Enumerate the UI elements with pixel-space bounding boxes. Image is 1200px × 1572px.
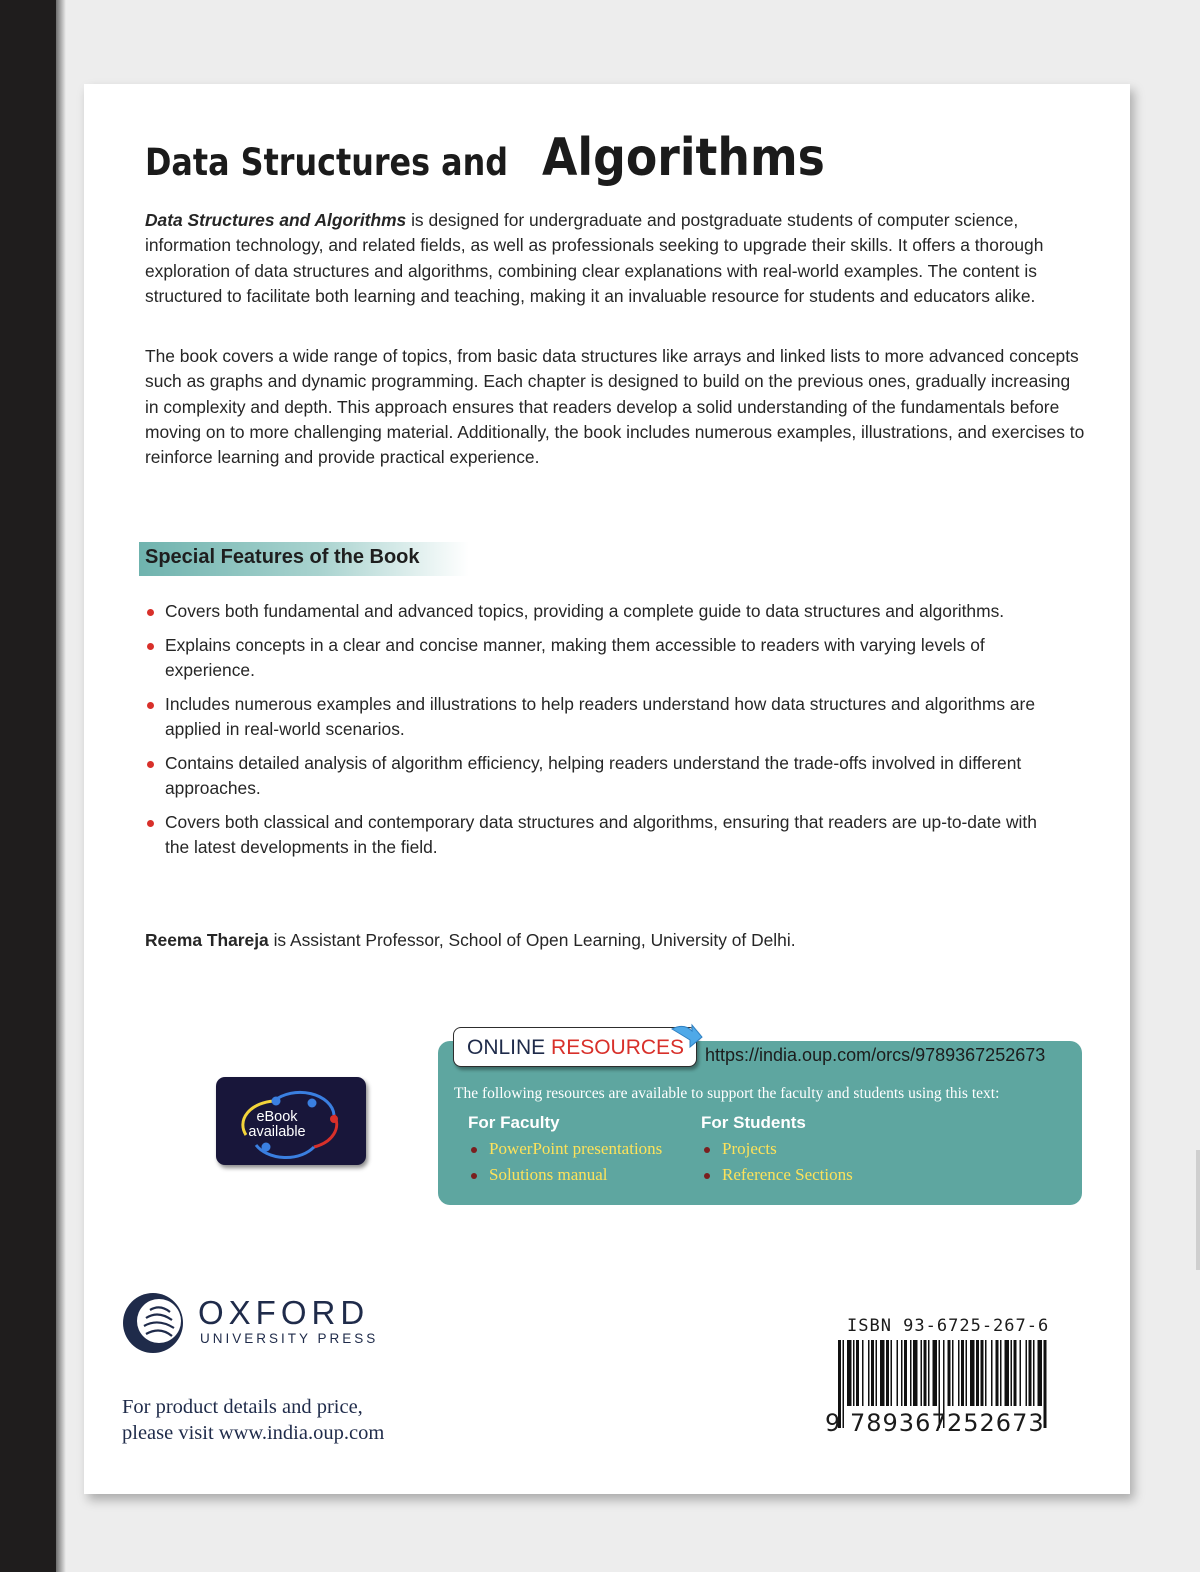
isbn-label: ISBN 93-6725-267-6: [847, 1316, 1050, 1336]
book-title: [145, 128, 864, 188]
product-details: [122, 1394, 384, 1446]
page-edge: [1196, 1150, 1200, 1270]
feature-item: Covers both classical and contemporary data structures and algorithms, ensuring that readers are up-to-date with the latest developments in the field.: [145, 810, 1045, 860]
faculty-resources: [468, 1113, 662, 1191]
barcode-first-digit: 9: [825, 1409, 841, 1437]
resources-intro: The following resources are available to support the faculty and students using this text:: [454, 1085, 1000, 1102]
product-line-2: please visit www.india.oup.com: [122, 1422, 385, 1444]
product-line-1: For product details and price,: [122, 1396, 363, 1418]
resources-url[interactable]: https://india.oup.com/orcs/9789367252673: [705, 1045, 1046, 1065]
ebook-label-2: available: [248, 1124, 306, 1140]
online-resources-label: ONLINE RESOURCES: [467, 1036, 685, 1059]
bullet-icon: [471, 1173, 477, 1179]
feature-item: Contains detailed analysis of algorithm efficiency, helping readers understand the trade-offs involved in different approaches.: [145, 751, 1045, 801]
feature-item: Explains concepts in a clear and concise manner, making them accessible to readers with varying levels of experience.: [145, 633, 1045, 683]
description-paragraph-2: The book covers a wide range of topics, from basic data structures like arrays and linked lists to more advanced concepts such as graphs and dynamic programming. Each chapter is designed to build on the previous ones, gradually increasing in complexity and depth. This approach ensures that readers develop a solid understanding of the fundamentals before moving on to more challenging material. Additionally, the book includes numerous examples, illustrations, and exercises to reinforce learning and provide practical experience.: [145, 346, 1085, 468]
bullet-icon: [147, 702, 154, 709]
faculty-item: PowerPoint presentations: [468, 1139, 662, 1159]
bullet-icon: [704, 1173, 710, 1179]
publisher-name: OXFORD: [198, 1294, 370, 1331]
oxford-logo-icon: [120, 1290, 186, 1356]
book-spine: [0, 0, 56, 1572]
description-emphasis: Data Structures and Algorithms: [145, 210, 407, 230]
student-item: Reference Sections: [701, 1165, 853, 1185]
student-item: Projects: [701, 1139, 853, 1159]
spine-shadow: [56, 0, 66, 1572]
ebook-label-1: eBook: [256, 1109, 298, 1125]
publisher-subtitle: UNIVERSITY PRESS: [200, 1331, 379, 1346]
title-part-1: Data Structures and: [145, 141, 509, 184]
bullet-icon: [147, 643, 154, 650]
online-resources-tab: [453, 1027, 697, 1067]
bullet-icon: [147, 820, 154, 827]
bullet-icon: [471, 1147, 477, 1153]
feature-item: Covers both fundamental and advanced topics, providing a complete guide to data structures and algorithms.: [145, 599, 1045, 624]
faculty-heading: For Faculty: [468, 1113, 560, 1132]
author-bio: [145, 930, 796, 951]
student-resources: [701, 1113, 853, 1191]
features-list: [145, 599, 1045, 869]
arrow-icon: [670, 1021, 706, 1051]
back-cover: [84, 84, 1130, 1494]
ebook-badge: [216, 1077, 366, 1165]
author-name: Reema Thareja: [145, 930, 269, 950]
students-heading: For Students: [701, 1113, 806, 1132]
feature-item: Includes numerous examples and illustrations to help readers understand how data structures and algorithms are applied in real-world scenarios.: [145, 692, 1045, 742]
bullet-icon: [147, 609, 154, 616]
faculty-item: Solutions manual: [468, 1165, 662, 1185]
bullet-icon: [704, 1147, 710, 1153]
barcode-digits-right: 252673: [947, 1409, 1045, 1437]
bullet-icon: [147, 761, 154, 768]
title-part-2: Algorithms: [542, 128, 826, 188]
features-heading-band: [139, 542, 469, 576]
description-text-1: is designed for undergraduate and postgraduate students of computer science, information technology, and related fields, as well as professionals seeking to upgrade their skills. It offers a thorough exploration of data structures and algorithms, combining clear explanations with real-world examples. The content is structured to facilitate both learning and teaching, making it an invaluable resource for students and educators alike.: [145, 210, 1044, 306]
features-heading: Special Features of the Book: [145, 546, 420, 568]
description-paragraph-1: [145, 208, 1085, 309]
barcode-digits-left: 789367: [850, 1409, 948, 1437]
author-description: is Assistant Professor, School of Open Learning, University of Delhi.: [268, 930, 796, 950]
